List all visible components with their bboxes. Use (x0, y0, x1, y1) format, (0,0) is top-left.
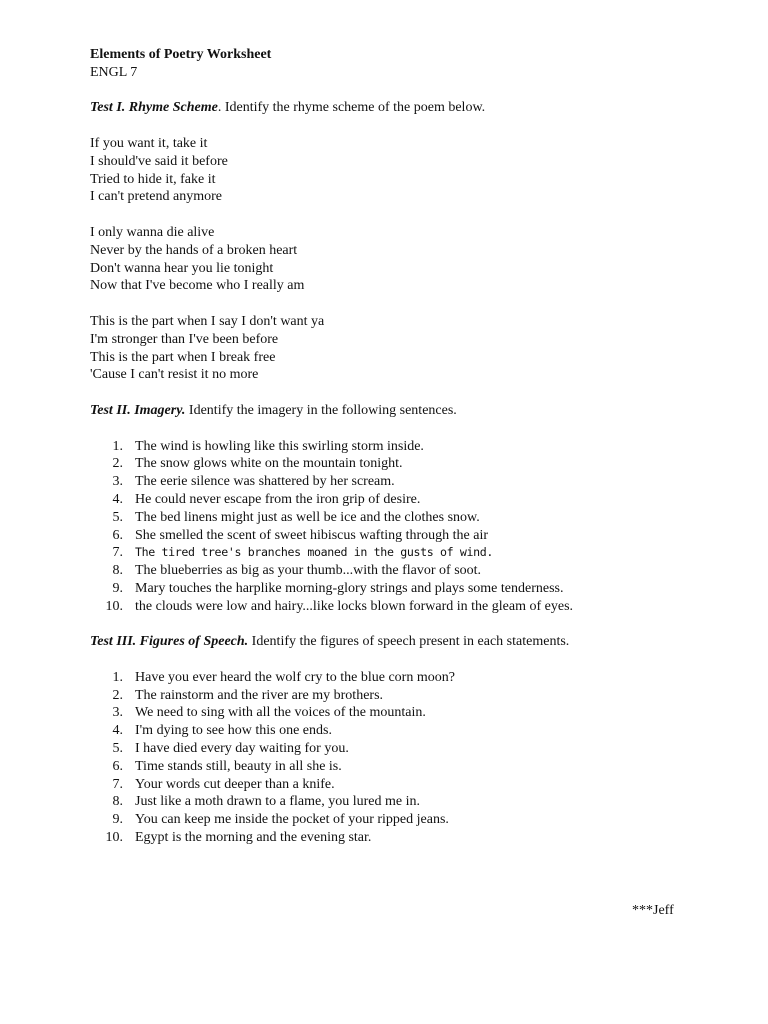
list-item (90, 438, 690, 456)
item-text: The blueberries as big as your thumb...with the flavor of soot. (135, 563, 482, 579)
list-item (90, 669, 690, 687)
list-item (90, 544, 690, 562)
item-number: 10. (105, 598, 123, 614)
test1-instruction: . Identify the rhyme scheme of the poem below. (217, 100, 486, 116)
list-item (90, 811, 690, 829)
poem-line: I'm stronger than I've been before (90, 331, 279, 347)
list-item (90, 580, 690, 598)
item-number: 8. (112, 794, 123, 810)
list-item (90, 740, 690, 758)
item-number: 8. (112, 563, 123, 579)
poem-line: Now that I've become who I really am (90, 278, 305, 294)
poem-line: Never by the hands of a broken heart (90, 242, 298, 258)
item-text: The rainstorm and the river are my brothers. (135, 687, 384, 703)
test1-heading (90, 99, 690, 117)
item-text: We need to sing with all the voices of the mountain. (135, 705, 426, 721)
item-text: The wind is howling like this swirling storm inside. (135, 438, 424, 454)
list-item (90, 455, 690, 473)
item-text: Mary touches the harplike morning-glory strings and plays some tenderness. (135, 580, 564, 596)
item-text: The snow glows white on the mountain tonight. (135, 456, 403, 472)
item-text: The eerie silence was shattered by her scream. (135, 474, 395, 490)
imagery-list (90, 438, 690, 616)
item-text: He could never escape from the iron grip of desire. (135, 491, 421, 507)
item-number: 3. (112, 705, 123, 721)
item-text: She smelled the scent of sweet hibiscus wafting through the air (135, 527, 489, 543)
figures-of-speech-list (90, 669, 690, 847)
author-signature: ***Jeff (632, 903, 674, 918)
poem-line: 'Cause I can't resist it no more (90, 367, 259, 383)
test1-label: Test I. Rhyme Scheme (90, 100, 218, 116)
poem-stanza-2 (90, 224, 690, 295)
poem-line: I can't pretend anymore (90, 189, 222, 205)
item-number: 4. (112, 723, 123, 739)
test2-label: Test II. Imagery. (90, 402, 186, 418)
item-number: 2. (112, 456, 123, 472)
list-item (90, 598, 690, 616)
item-text: Have you ever heard the wolf cry to the blue corn moon? (135, 669, 455, 685)
list-item (90, 491, 690, 509)
item-text: the clouds were low and hairy...like locks blown forward in the gleam of eyes. (135, 598, 574, 614)
item-number: 4. (112, 491, 123, 507)
item-text: Just like a moth drawn to a flame, you lured me in. (135, 794, 420, 810)
test3-instruction: Identify the figures of speech present in each statements. (248, 634, 570, 650)
test3-label: Test III. Figures of Speech. (90, 634, 249, 650)
item-number: 6. (112, 758, 123, 774)
list-item (90, 527, 690, 545)
list-item (90, 687, 690, 705)
poem-line: This is the part when I break free (90, 349, 276, 365)
list-item (90, 509, 690, 527)
item-text: The bed linens might just as well be ice and the clothes snow. (135, 509, 480, 525)
course-code: ENGL 7 (90, 64, 138, 80)
item-number: 3. (112, 474, 123, 490)
list-item (90, 722, 690, 740)
item-number: 5. (112, 741, 123, 757)
item-number: 2. (112, 687, 123, 703)
poem-line: I only wanna die alive (90, 224, 215, 240)
test3-heading (90, 633, 690, 651)
test2-instruction: Identify the imagery in the following sentences. (185, 402, 457, 418)
item-number: 1. (112, 669, 123, 685)
item-number: 5. (112, 509, 123, 525)
poem-stanza-3 (90, 313, 690, 384)
worksheet-page (90, 46, 690, 847)
list-item (90, 473, 690, 491)
item-text: Time stands still, beauty in all she is. (135, 758, 342, 774)
item-number: 9. (112, 812, 123, 828)
list-item (90, 793, 690, 811)
item-number: 10. (105, 830, 123, 846)
poem-stanza-1 (90, 135, 690, 206)
poem-line: This is the part when I say I don't want ya (90, 313, 325, 329)
list-item (90, 562, 690, 580)
poem-line: Tried to hide it, fake it (90, 171, 216, 187)
list-item (90, 758, 690, 776)
item-text: The tired tree's branches moaned in the gusts of wind. (135, 545, 494, 560)
item-number: 7. (112, 776, 123, 792)
item-number: 1. (112, 438, 123, 454)
item-number: 7. (112, 545, 123, 561)
item-text: I'm dying to see how this one ends. (135, 723, 332, 739)
worksheet-title: Elements of Poetry Worksheet (90, 47, 272, 62)
item-text: Egypt is the morning and the evening star. (135, 830, 372, 846)
list-item (90, 704, 690, 722)
poem-line: Don't wanna hear you lie tonight (90, 260, 274, 276)
poem-line: I should've said it before (90, 153, 228, 169)
poem-line: If you want it, take it (90, 135, 208, 151)
item-text: Your words cut deeper than a knife. (135, 776, 335, 792)
test2-heading (90, 402, 690, 420)
item-number: 6. (112, 527, 123, 543)
item-number: 9. (112, 580, 123, 596)
item-text: You can keep me inside the pocket of your ripped jeans. (135, 812, 449, 828)
item-text: I have died every day waiting for you. (135, 741, 349, 757)
list-item (90, 829, 690, 847)
list-item (90, 776, 690, 794)
